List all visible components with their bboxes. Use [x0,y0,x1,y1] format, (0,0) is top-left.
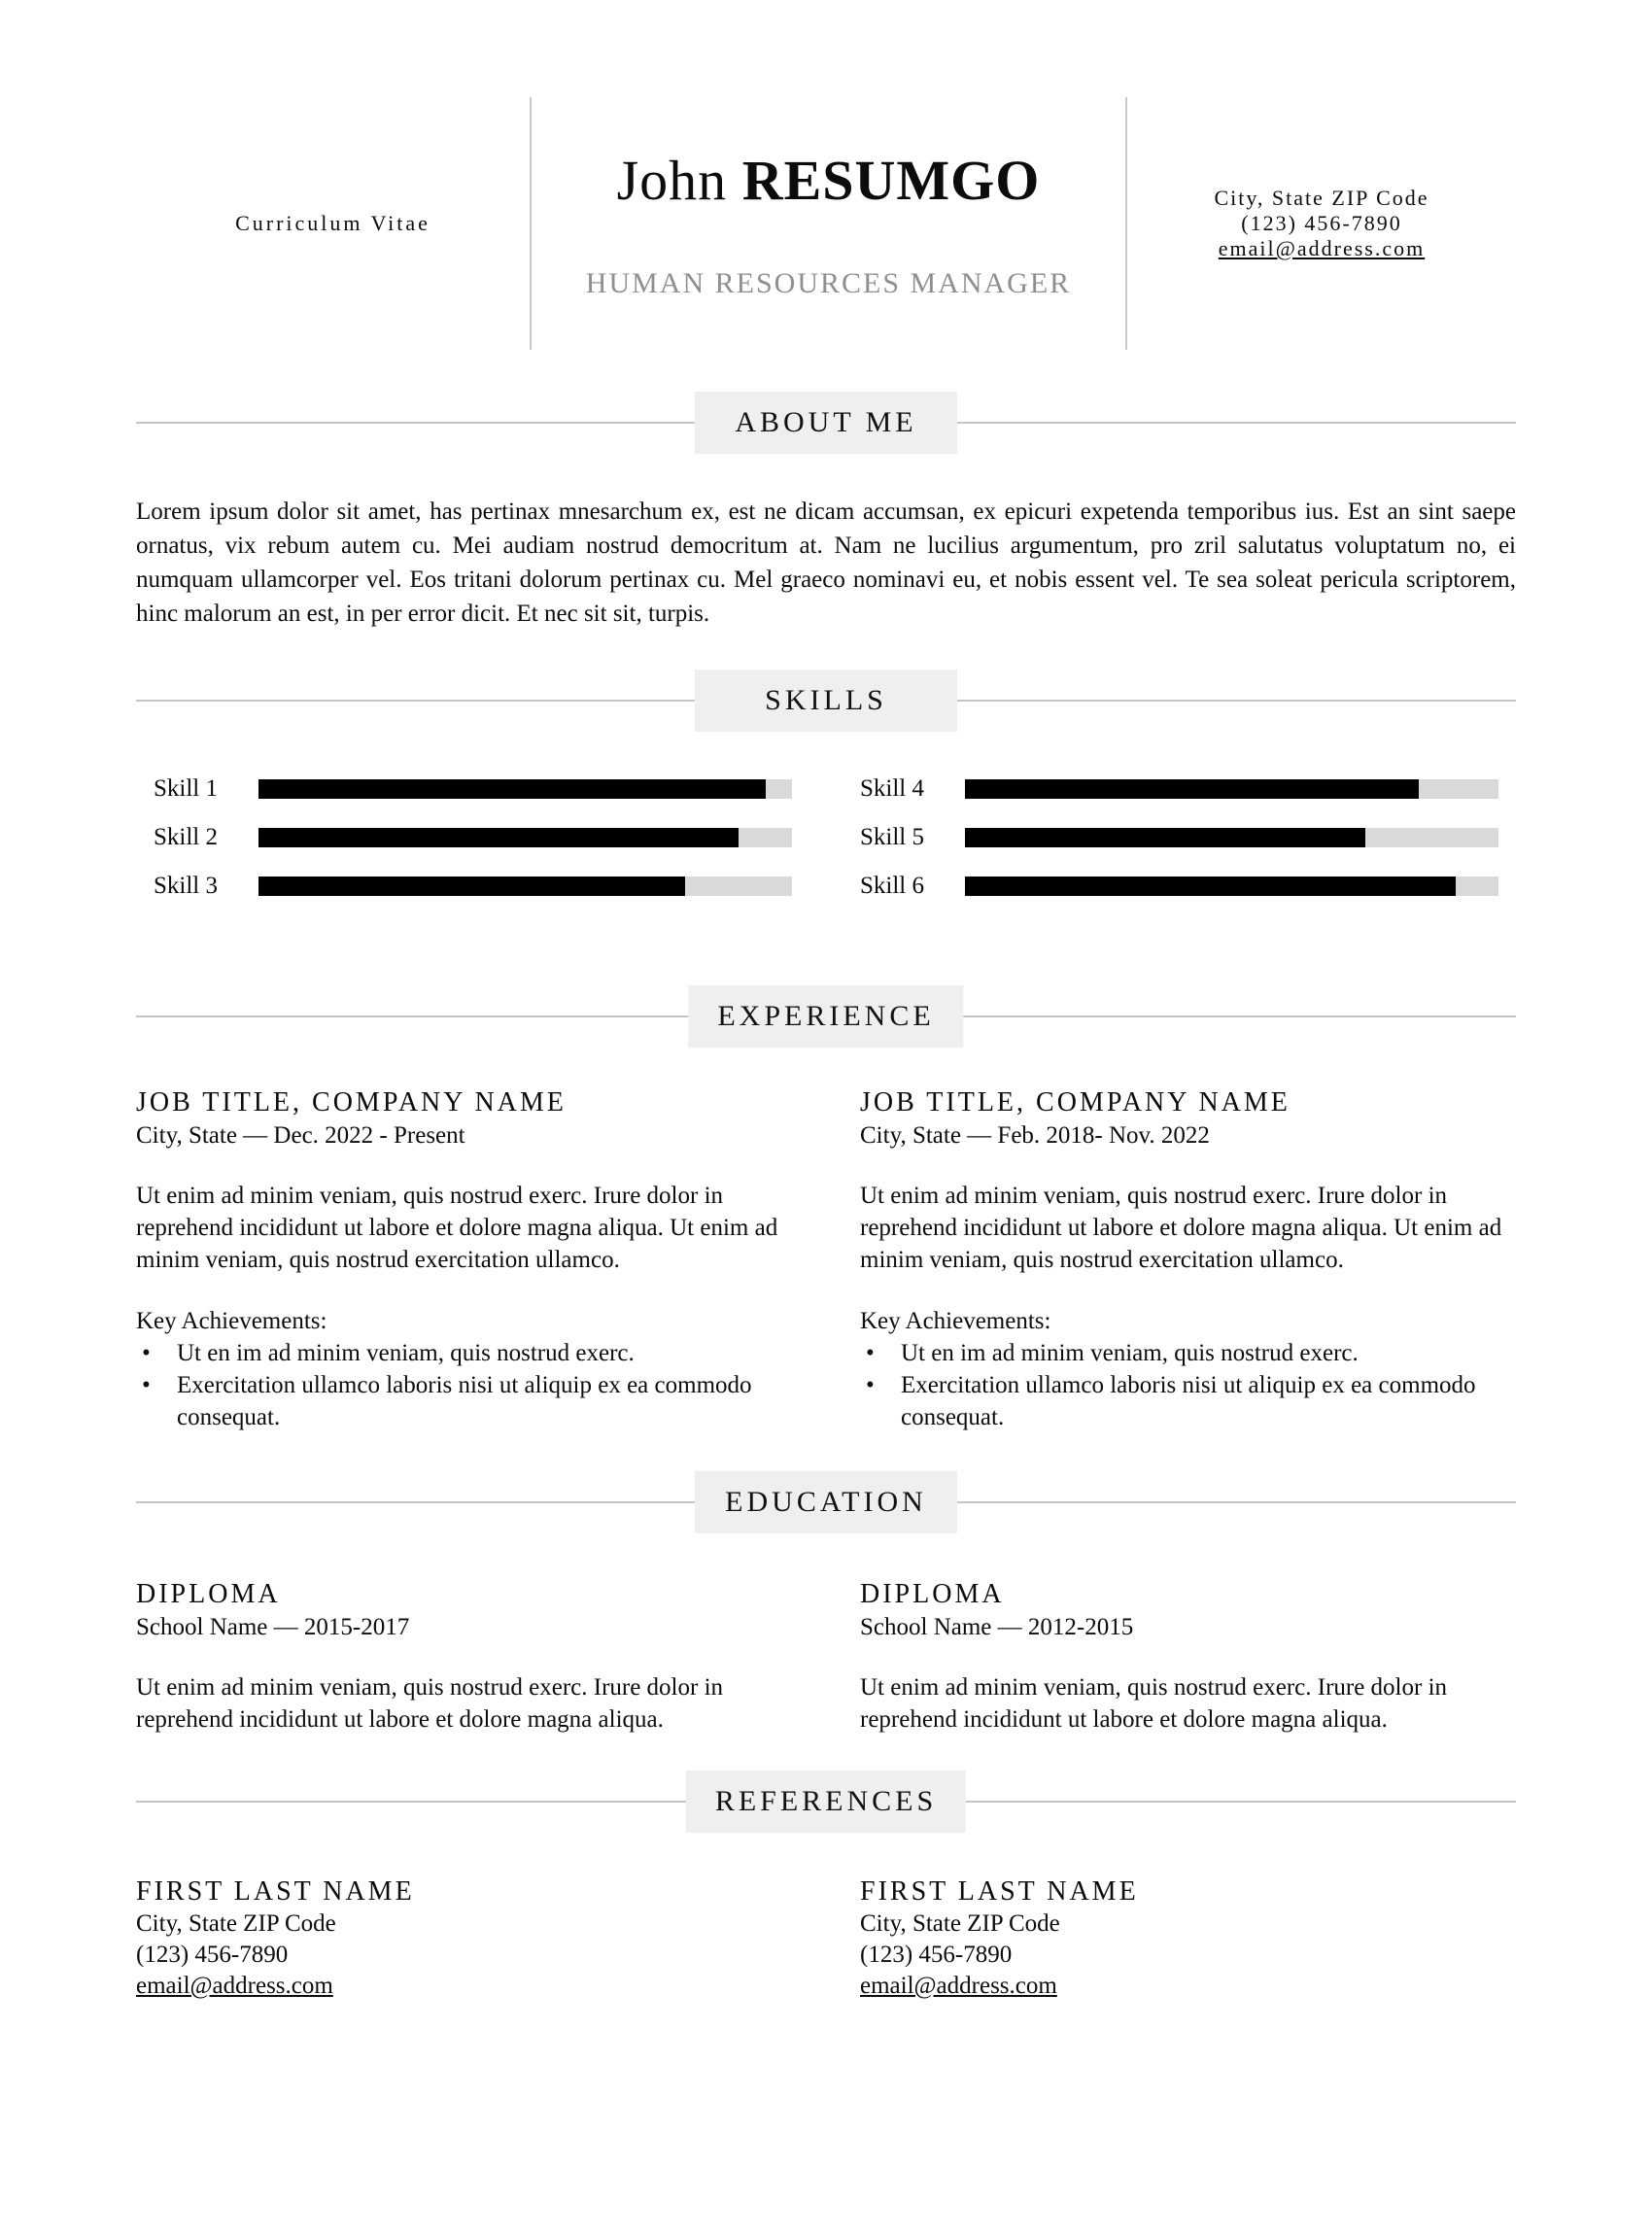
skill-row [154,862,792,911]
skill-bar-track [965,877,1498,896]
skill-bar-track [258,828,792,847]
skill-row [154,813,792,862]
education-diploma-title: DIPLOMA [860,1579,1005,1609]
experience-heading-label: EXPERIENCE [688,985,963,1048]
achievement-item: • Exercitation ullamco laboris nisi ut aliquip ex ea commodo consequat. [136,1369,792,1433]
education-entry [860,1578,1516,1736]
education-school-dates: School Name — 2012-2015 [860,1614,1134,1640]
skill-label: Skill 3 [154,873,218,899]
contact-block [1214,186,1428,261]
reference-name: FIRST LAST NAME [860,1876,1139,1907]
reference-name: FIRST LAST NAME [136,1876,415,1907]
experience-entry [860,1086,1516,1433]
achievements-label: Key Achievements: [136,1308,327,1334]
reference-entry [860,1875,1516,2002]
contact-phone: (123) 456-7890 [1241,211,1402,235]
education-description: Ut enim ad minim veniam, quis nostrud exerc. Irure dolor in reprehend incididunt ut labore et dolore magna aliqua. [860,1674,1448,1733]
contact-address: City, State ZIP Code [1214,186,1429,210]
last-name: RESUMGO [741,148,1041,212]
skill-bar-track [965,828,1498,847]
reference-phone: (123) 456-7890 [136,1942,289,1968]
skill-label: Skill 5 [860,824,924,850]
reference-email-link[interactable]: email@address.com [136,1973,333,1999]
education-diploma-title: DIPLOMA [136,1579,281,1609]
skill-bar-fill [258,828,739,847]
experience-description: Ut enim ad minim veniam, quis nostrud exerc. Irure dolor in reprehend incididunt ut labore et dolore magna aliqua. Ut enim ad minim veniam, quis nostrud exercitation ullamco. [136,1183,778,1273]
references-grid [136,1875,1516,2002]
skill-label: Skill 2 [154,824,218,850]
header-center-column [530,97,1127,350]
experience-grid [136,1086,1516,1433]
education-description: Ut enim ad minim veniam, quis nostrud exerc. Irure dolor in reprehend incididunt ut labore et dolore magna aliqua. [136,1674,724,1733]
experience-entry [136,1086,792,1433]
achievement-item: • Ut en im ad minim veniam, quis nostrud exerc. [136,1337,792,1369]
skills-column-right [860,765,1498,911]
achievements-list [860,1337,1516,1433]
skill-row [860,862,1498,911]
reference-address: City, State ZIP Code [136,1910,336,1937]
experience-job-title: JOB TITLE, COMPANY NAME [136,1087,567,1118]
achievements-label: Key Achievements: [860,1308,1051,1334]
experience-job-title: JOB TITLE, COMPANY NAME [860,1087,1291,1118]
skill-label: Skill 6 [860,873,924,899]
job-role-title: HUMAN RESOURCES MANAGER [585,266,1072,299]
skill-row [860,765,1498,813]
skill-bar-fill [258,779,766,799]
section-heading-skills [136,670,1516,732]
skill-label: Skill 4 [860,775,924,802]
skills-heading-label: SKILLS [695,670,957,732]
section-heading-references [136,1771,1516,1833]
skills-grid [136,765,1516,911]
experience-location-dates: City, State — Feb. 2018- Nov. 2022 [860,1122,1210,1149]
references-heading-label: REFERENCES [686,1771,966,1833]
achievements-list [136,1337,792,1433]
skill-bar-fill [965,877,1456,896]
about-heading-label: ABOUT ME [695,392,957,454]
education-grid [136,1578,1516,1736]
experience-location-dates: City, State — Dec. 2022 - Present [136,1122,465,1149]
skill-bar-track [965,779,1498,799]
skill-bar-fill [965,828,1365,847]
skill-bar-fill [258,877,685,896]
skill-label: Skill 1 [154,775,218,802]
header-right-column [1127,97,1516,350]
header-left-column [136,97,530,350]
skill-bar-fill [965,779,1419,799]
education-heading-label: EDUCATION [695,1471,957,1533]
header [136,97,1516,350]
skills-column-left [154,765,792,911]
reference-entry [136,1875,792,2002]
skill-row [154,765,792,813]
section-heading-experience [136,985,1516,1048]
skill-row [860,813,1498,862]
contact-email-link[interactable]: email@address.com [1218,236,1426,260]
document-type-label: Curriculum Vitae [235,211,430,235]
first-name: John [616,148,728,212]
section-heading-about [136,392,1516,454]
skill-bar-track [258,779,792,799]
achievement-item: • Ut en im ad minim veniam, quis nostrud exerc. [860,1337,1516,1369]
reference-address: City, State ZIP Code [860,1910,1060,1937]
resume-page [0,97,1652,2002]
person-name [617,148,1041,213]
reference-email-link[interactable]: email@address.com [860,1973,1057,1999]
about-paragraph: Lorem ipsum dolor sit amet, has pertinax mnesarchum ex, est ne dicam accumsan, ex epicuri expetenda temporibus ius. Est an sint saepe ornatus, vix rebum autem cu. Mei audiam nostrud democritum at. Nam ne lucilius argumentum, pro zril salutatus voluptatum no, ei numquam ullamcorper vel. Eos tritani dolorum pertinax cu. Mel graeco nominavi eu, et nobis essent vel. Te sea soleat pericula scriptorem, hinc malorum an est, in per error dicit. Et nec sit sit, turpis. [136,499,1516,627]
reference-phone: (123) 456-7890 [860,1942,1013,1968]
skill-bar-track [258,877,792,896]
achievement-item: • Exercitation ullamco laboris nisi ut aliquip ex ea commodo consequat. [860,1369,1516,1433]
section-heading-education [136,1471,1516,1533]
education-school-dates: School Name — 2015-2017 [136,1614,410,1640]
education-entry [136,1578,792,1736]
experience-description: Ut enim ad minim veniam, quis nostrud exerc. Irure dolor in reprehend incididunt ut labore et dolore magna aliqua. Ut enim ad minim veniam, quis nostrud exercitation ullamco. [860,1183,1502,1273]
